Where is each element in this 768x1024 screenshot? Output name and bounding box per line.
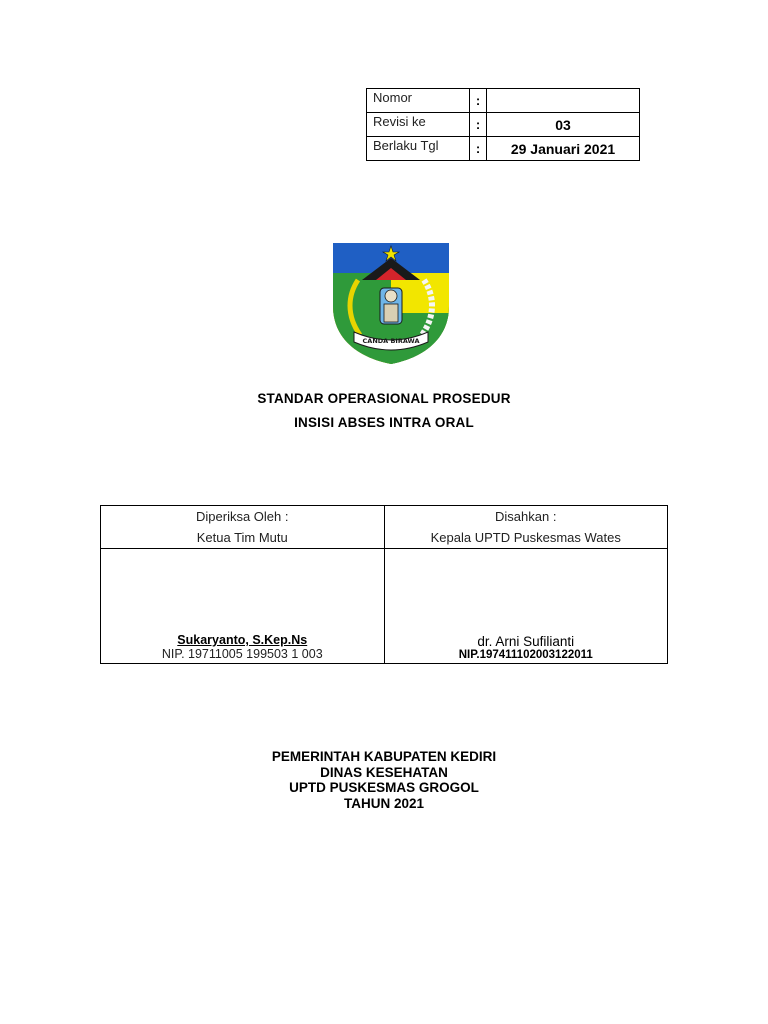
approved-by-nip: NIP.197411102003122011 (458, 649, 593, 661)
kabupaten-kediri-emblem (330, 240, 452, 366)
revisi-value: 03 (487, 113, 640, 137)
table-row (367, 113, 640, 137)
checked-by-name: Sukaryanto, S.Kep.Ns (177, 633, 308, 647)
checked-by-nip: NIP. 19711005 199503 1 003 (161, 647, 323, 661)
title-line-1: STANDAR OPERASIONAL PROSEDUR (257, 391, 511, 406)
nomor-value (487, 89, 640, 113)
berlaku-value: 29 Januari 2021 (487, 137, 640, 161)
checked-by-cell (101, 506, 385, 549)
checked-by-signature-cell (101, 549, 385, 664)
checked-by-role: Ketua Tim Mutu (196, 530, 288, 545)
revisi-label: Revisi ke (367, 113, 470, 137)
footer-line-2: DINAS KESEHATAN (320, 764, 448, 780)
issuing-authority (0, 749, 768, 811)
emblem-motto: CANDA BIRAWA (362, 337, 420, 345)
title-line-2: INSISI ABSES INTRA ORAL (294, 415, 474, 430)
table-row (367, 89, 640, 113)
approved-by-signature-cell (384, 549, 668, 664)
colon: : (470, 89, 487, 113)
footer-line-1: PEMERINTAH KABUPATEN KEDIRI (271, 749, 497, 764)
approved-by-heading: Disahkan : (495, 509, 557, 524)
colon: : (470, 113, 487, 137)
table-row (101, 506, 668, 549)
document-title (0, 387, 768, 435)
approved-by-role: Kepala UPTD Puskesmas Wates (430, 530, 621, 545)
approved-by-name: dr. Arni Sufilianti (477, 634, 575, 649)
table-row (101, 549, 668, 664)
approval-table (100, 505, 668, 664)
checked-by-heading: Diperiksa Oleh : (196, 509, 289, 524)
footer-line-3: UPTD PUSKESMAS GROGOL (289, 780, 479, 795)
document-info-table (366, 88, 640, 161)
footer-line-4: TAHUN 2021 (343, 795, 425, 811)
approved-by-cell (384, 506, 668, 549)
table-row (367, 137, 640, 161)
berlaku-label: Berlaku Tgl (367, 137, 470, 161)
colon: : (470, 137, 487, 161)
nomor-label: Nomor (367, 89, 470, 113)
